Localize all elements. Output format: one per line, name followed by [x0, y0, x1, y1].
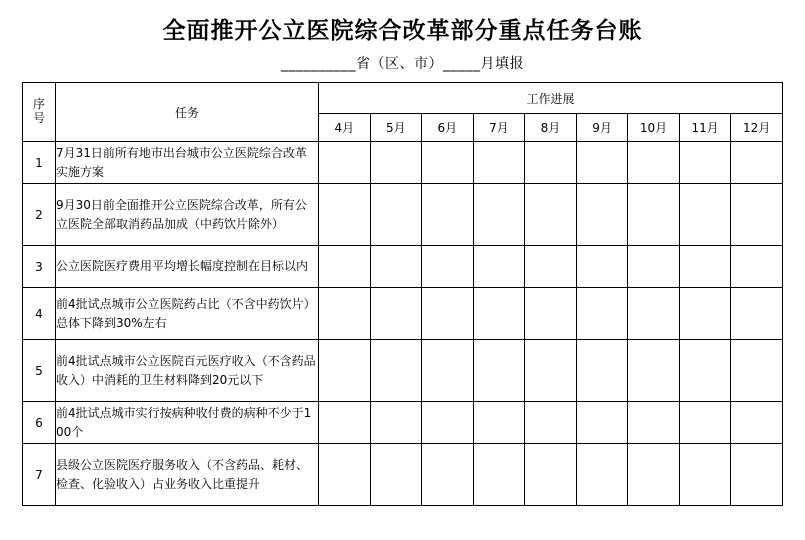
column-header-month-7: 7月 [473, 114, 525, 142]
row-task: 7月31日前所有地市出台城市公立医院综合改革实施方案 [56, 142, 319, 184]
progress-cell-month-9[interactable] [576, 340, 628, 402]
progress-cell-month-9[interactable] [576, 142, 628, 184]
progress-cell-month-7[interactable] [473, 288, 525, 340]
progress-cell-month-11[interactable] [679, 246, 731, 288]
progress-cell-month-5[interactable] [370, 142, 422, 184]
progress-cell-month-9[interactable] [576, 246, 628, 288]
progress-cell-month-11[interactable] [679, 444, 731, 506]
progress-cell-month-12[interactable] [731, 142, 783, 184]
progress-cell-month-10[interactable] [628, 142, 680, 184]
progress-cell-month-5[interactable] [370, 340, 422, 402]
progress-cell-month-4[interactable] [319, 246, 371, 288]
progress-cell-month-8[interactable] [525, 444, 577, 506]
table-row [23, 142, 783, 184]
progress-cell-month-8[interactable] [525, 402, 577, 444]
table-body [23, 142, 783, 506]
row-task: 前4批试点城市公立医院药占比（不含中药饮片）总体下降到30%左右 [56, 288, 319, 340]
progress-cell-month-10[interactable] [628, 444, 680, 506]
progress-cell-month-12[interactable] [731, 444, 783, 506]
sequence-label-line1: 序 [32, 97, 45, 112]
progress-cell-month-12[interactable] [731, 288, 783, 340]
column-header-month-9: 9月 [576, 114, 628, 142]
row-sequence: 3 [23, 246, 56, 288]
page-subtitle: __________省（区、市）_____月填报 [281, 56, 524, 72]
progress-cell-month-10[interactable] [628, 340, 680, 402]
column-header-task: 任务 [56, 83, 319, 142]
progress-cell-month-7[interactable] [473, 402, 525, 444]
column-header-sequence [23, 83, 56, 142]
table-row [23, 444, 783, 506]
progress-cell-month-11[interactable] [679, 340, 731, 402]
progress-cell-month-9[interactable] [576, 402, 628, 444]
progress-cell-month-10[interactable] [628, 184, 680, 246]
table-row [23, 402, 783, 444]
progress-cell-month-6[interactable] [422, 444, 474, 506]
column-header-month-12: 12月 [731, 114, 783, 142]
progress-cell-month-5[interactable] [370, 444, 422, 506]
column-header-progress: 工作进展 [319, 83, 783, 114]
header-row-1 [23, 83, 783, 114]
row-task: 前4批试点城市实行按病种收付费的病种不少于100个 [56, 402, 319, 444]
row-task: 县级公立医院医疗服务收入（不含药品、耗材、检查、化验收入）占业务收入比重提升 [56, 444, 319, 506]
progress-cell-month-11[interactable] [679, 142, 731, 184]
progress-cell-month-10[interactable] [628, 288, 680, 340]
progress-cell-month-9[interactable] [576, 184, 628, 246]
progress-cell-month-6[interactable] [422, 288, 474, 340]
row-sequence: 5 [23, 340, 56, 402]
column-header-month-8: 8月 [525, 114, 577, 142]
progress-cell-month-5[interactable] [370, 184, 422, 246]
progress-cell-month-11[interactable] [679, 288, 731, 340]
document-page [0, 12, 805, 540]
progress-cell-month-7[interactable] [473, 444, 525, 506]
row-task: 公立医院医疗费用平均增长幅度控制在目标以内 [56, 246, 319, 288]
progress-cell-month-4[interactable] [319, 184, 371, 246]
progress-cell-month-12[interactable] [731, 184, 783, 246]
progress-cell-month-8[interactable] [525, 246, 577, 288]
progress-cell-month-4[interactable] [319, 444, 371, 506]
progress-cell-month-9[interactable] [576, 444, 628, 506]
progress-cell-month-6[interactable] [422, 340, 474, 402]
table-row [23, 340, 783, 402]
table-row [23, 246, 783, 288]
progress-cell-month-6[interactable] [422, 402, 474, 444]
sequence-label-line2: 号 [32, 111, 45, 125]
row-sequence: 1 [23, 142, 56, 184]
row-sequence: 2 [23, 184, 56, 246]
progress-cell-month-12[interactable] [731, 402, 783, 444]
table-row [23, 288, 783, 340]
progress-cell-month-4[interactable] [319, 288, 371, 340]
table-header [23, 83, 783, 142]
progress-cell-month-11[interactable] [679, 184, 731, 246]
progress-cell-month-5[interactable] [370, 402, 422, 444]
row-sequence: 4 [23, 288, 56, 340]
progress-cell-month-4[interactable] [319, 402, 371, 444]
progress-cell-month-10[interactable] [628, 246, 680, 288]
progress-cell-month-6[interactable] [422, 184, 474, 246]
table-row [23, 184, 783, 246]
page-title: 全面推开公立医院综合改革部分重点任务台账 [162, 17, 643, 44]
progress-cell-month-7[interactable] [473, 340, 525, 402]
progress-cell-month-8[interactable] [525, 184, 577, 246]
progress-cell-month-8[interactable] [525, 288, 577, 340]
progress-cell-month-8[interactable] [525, 142, 577, 184]
progress-cell-month-6[interactable] [422, 246, 474, 288]
column-header-month-11: 11月 [679, 114, 731, 142]
progress-cell-month-9[interactable] [576, 288, 628, 340]
progress-cell-month-7[interactable] [473, 142, 525, 184]
progress-cell-month-4[interactable] [319, 340, 371, 402]
progress-cell-month-7[interactable] [473, 246, 525, 288]
progress-cell-month-8[interactable] [525, 340, 577, 402]
progress-cell-month-12[interactable] [731, 246, 783, 288]
progress-cell-month-5[interactable] [370, 246, 422, 288]
row-sequence: 7 [23, 444, 56, 506]
column-header-month-6: 6月 [422, 114, 474, 142]
column-header-month-4: 4月 [319, 114, 371, 142]
task-ledger-table [22, 82, 783, 506]
progress-cell-month-6[interactable] [422, 142, 474, 184]
progress-cell-month-4[interactable] [319, 142, 371, 184]
row-task: 前4批试点城市公立医院百元医疗收入（不含药品收入）中消耗的卫生材料降到20元以下 [56, 340, 319, 402]
row-sequence: 6 [23, 402, 56, 444]
progress-cell-month-12[interactable] [731, 340, 783, 402]
row-task: 9月30日前全面推开公立医院综合改革，所有公立医院全部取消药品加成（中药饮片除外） [56, 184, 319, 246]
progress-cell-month-11[interactable] [679, 402, 731, 444]
progress-cell-month-7[interactable] [473, 184, 525, 246]
progress-cell-month-10[interactable] [628, 402, 680, 444]
column-header-month-5: 5月 [370, 114, 422, 142]
column-header-month-10: 10月 [628, 114, 680, 142]
progress-cell-month-5[interactable] [370, 288, 422, 340]
